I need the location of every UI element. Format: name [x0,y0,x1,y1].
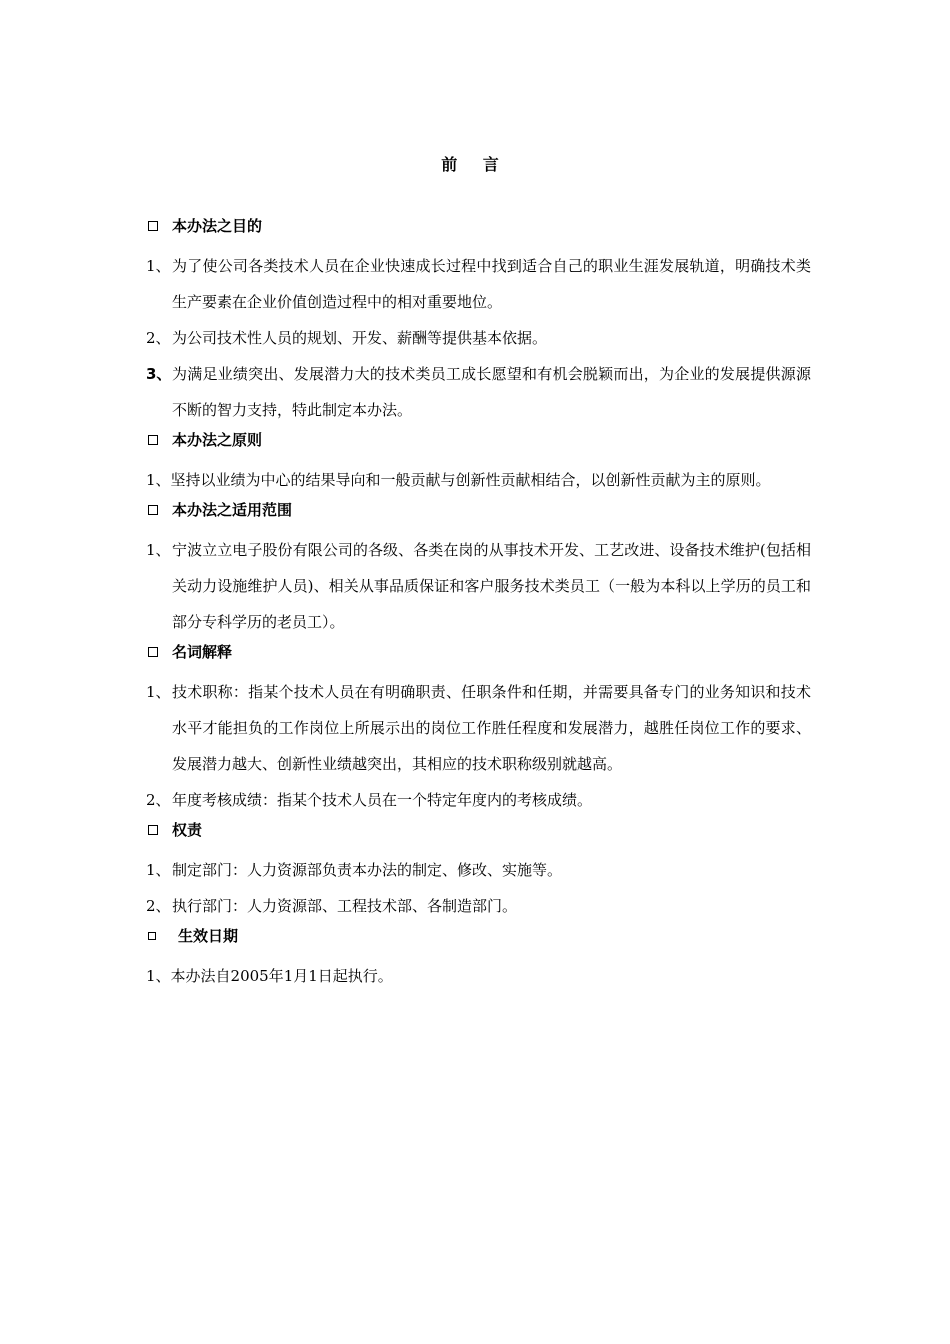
item-text: 为了使公司各类技术人员在企业快速成长过程中找到适合自己的职业生涯发展轨道，明确技术类生产要素在企业价值创造过程中的相对重要地位。 [172,257,811,311]
checkbox-icon [148,825,158,835]
section-heading [146,214,811,238]
item-number: 2、 [146,897,171,915]
list-item [146,674,811,782]
section-heading-text: 生效日期 [178,927,239,945]
section-heading [146,498,811,522]
list-item [146,248,811,320]
section-heading [146,428,811,452]
item-text: 制定部门：人力资源部负责本办法的制定、修改、实施等。 [172,861,563,879]
section-scope [146,498,811,640]
section-heading-text: 本办法之目的 [172,217,263,235]
list-item [146,532,811,640]
checkbox-icon [148,221,158,231]
section-principle [146,428,811,498]
item-number: 3、 [146,365,172,383]
paragraph: 1、坚持以业绩为中心的结果导向和一般贡献与创新性贡献相结合，以创新性贡献为主的原则。 [146,471,771,489]
list-item [146,852,811,888]
list-item [146,356,811,428]
item-text: 执行部门：人力资源部、工程技术部、各制造部门。 [172,897,518,915]
section-heading-text: 本办法之适用范围 [172,501,293,519]
checkbox-icon [148,505,158,515]
item-number: 2、 [146,791,171,809]
item-number: 2、 [146,329,171,347]
page-title: 前 言 [441,155,509,174]
section-responsibility [146,818,811,924]
item-text: 年度考核成绩：指某个技术人员在一个特定年度内的考核成绩。 [172,791,593,809]
section-heading [146,640,811,664]
checkbox-icon [148,932,156,940]
section-heading-text: 名词解释 [172,643,233,661]
item-text: 宁波立立电子股份有限公司的各级、各类在岗的从事技术开发、工艺改进、设备技术维护(包括相关动力设施维护人员)、相关从事品质保证和客户服务技术类员工（一般为本科以上学历的员工和部分专科学历的老员工）。 [172,541,811,631]
checkbox-icon [148,435,158,445]
section-purpose [146,214,811,428]
paragraph: 1、本办法自2005年1月1日起执行。 [146,967,393,985]
item-text: 技术职称：指某个技术人员在有明确职责、任职条件和任期，并需要具备专门的业务知识和技术水平才能担负的工作岗位上所展示出的岗位工作胜任程度和发展潜力，越胜任岗位工作的要求、发展潜力越大、创新性业绩越突出，其相应的技术职称级别就越高。 [172,683,811,773]
item-number: 1、 [146,683,171,701]
section-heading-text: 权责 [172,821,203,839]
section-definitions [146,640,811,818]
list-item [146,782,811,818]
item-text: 为满足业绩突出、发展潜力大的技术类员工成长愿望和有机会脱颖而出，为企业的发展提供源源不断的智力支持，特此制定本办法。 [172,365,811,419]
document-body [146,214,811,994]
item-number: 1、 [146,541,171,559]
list-item [146,320,811,356]
item-number: 1、 [146,257,171,275]
checkbox-icon [148,647,158,657]
section-heading [146,924,811,948]
item-text: 为公司技术性人员的规划、开发、薪酬等提供基本依据。 [172,329,548,347]
section-heading-text: 本办法之原则 [172,431,263,449]
section-heading [146,818,811,842]
section-effective-date [146,924,811,994]
item-number: 1、 [146,861,171,879]
list-item [146,888,811,924]
